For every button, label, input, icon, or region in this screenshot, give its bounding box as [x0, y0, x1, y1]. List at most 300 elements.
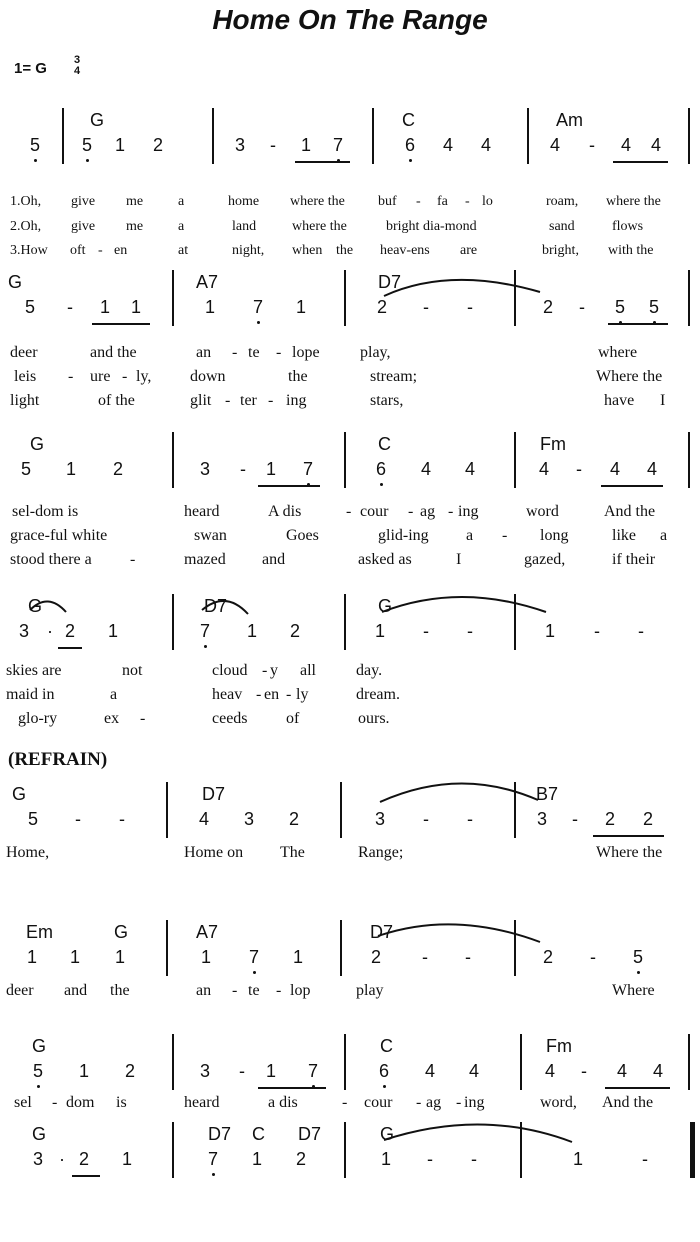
note-text: -: [590, 947, 596, 967]
note: [232, 1061, 252, 1082]
note-underline: [295, 161, 350, 163]
chord-symbol: G: [32, 1124, 47, 1144]
note-text: -: [422, 947, 428, 967]
lyric-syllable: ly,: [136, 368, 152, 385]
lyric-syllable: flows: [612, 219, 644, 234]
note: [642, 459, 662, 480]
note-text: 7: [207, 1149, 218, 1169]
note-text: 1: [107, 621, 118, 641]
lyric-syllable: heard: [184, 503, 220, 520]
lyric-syllable: asked as: [358, 551, 412, 568]
chord-symbol: D7: [202, 784, 226, 804]
note-text: -: [572, 809, 578, 829]
lyric-syllable: cour: [360, 503, 389, 520]
note-text: 3: [374, 809, 385, 829]
note: [261, 459, 281, 480]
note-text: 5: [81, 135, 92, 155]
lyric-syllable: -: [416, 194, 421, 209]
lyric-syllable: -: [68, 368, 74, 385]
note-text: 2: [78, 1149, 89, 1169]
lyric-syllable: a dis: [268, 1094, 298, 1111]
note-text: 7: [248, 947, 259, 967]
note-text: 1: [121, 1149, 132, 1169]
note: [574, 1061, 594, 1082]
note-text: -: [467, 297, 473, 317]
note-text: 5: [24, 297, 35, 317]
lyric-syllable: stars,: [370, 392, 404, 409]
octave-dot: [380, 483, 383, 486]
lyric-syllable: heav-ens: [380, 243, 430, 258]
lyric-syllable: te: [248, 344, 260, 361]
lyric-syllable: -: [286, 686, 292, 703]
note-text: -: [638, 621, 644, 641]
note: [416, 459, 436, 480]
lyric-syllable: ag: [420, 503, 436, 520]
lyric-syllable: I: [456, 551, 462, 568]
slur: [382, 597, 546, 612]
key-signature: 1= G: [14, 60, 47, 77]
lyric-syllable: have: [604, 392, 635, 409]
chord-symbol: Am: [556, 110, 583, 130]
bar-line: [344, 1034, 346, 1090]
lyric-syllable: a: [466, 527, 474, 544]
note-text: 1: [544, 621, 555, 641]
lyric-syllable: play: [356, 982, 384, 999]
note-text: 2: [376, 297, 387, 317]
lyric-syllable: leis: [14, 368, 37, 385]
lyric-syllable: I: [660, 392, 666, 409]
lyric-syllable: deer: [10, 344, 38, 361]
lyric-syllable: -: [232, 344, 238, 361]
slur: [202, 601, 248, 614]
note-text: -: [119, 809, 125, 829]
bar-line: [688, 1034, 690, 1090]
lyric-syllable: Goes: [286, 527, 319, 544]
chord-symbol: G: [114, 922, 129, 942]
note-text: -: [581, 1061, 587, 1081]
lyric-syllable: a: [110, 686, 118, 703]
note-text: 6: [404, 135, 415, 155]
note-text: 5: [614, 297, 625, 317]
bar-line: [520, 1034, 522, 1090]
lyric-syllable: ing: [464, 1094, 485, 1111]
note-text: 2: [542, 947, 553, 967]
lyric-syllable: -: [465, 194, 470, 209]
lyric-syllable: -: [122, 368, 128, 385]
note: [616, 135, 636, 156]
lyric-syllable: me: [126, 219, 144, 234]
note-text: 4: [468, 1061, 479, 1081]
note-text: -: [239, 1061, 245, 1081]
note: [328, 135, 348, 156]
note-text: -: [471, 1149, 477, 1169]
octave-dot: [383, 1085, 386, 1088]
note-text: 3: [536, 809, 547, 829]
lyric-syllable: long: [540, 527, 569, 544]
lyric-syllable: a: [178, 194, 185, 209]
note-text: 5: [27, 809, 38, 829]
note-text: -: [423, 621, 429, 641]
note-text: -: [423, 809, 429, 829]
lyric-syllable: 1.Oh,: [10, 194, 42, 209]
lyric-syllable: and the: [90, 344, 137, 361]
note-text: 4: [609, 459, 620, 479]
note-text: -: [270, 135, 276, 155]
lyric-syllable: bright,: [542, 243, 579, 258]
lyric-syllable: 2.Oh,: [10, 219, 42, 234]
lyric-syllable: -: [342, 1094, 348, 1111]
octave-dot: [86, 159, 89, 162]
bar-line: [514, 432, 516, 488]
note: [298, 459, 318, 480]
note-text: ·: [47, 621, 53, 641]
lyric-syllable: swan: [194, 527, 227, 544]
note: [534, 459, 554, 480]
lyric-syllable: -: [502, 527, 508, 544]
note-text: 5: [32, 1061, 43, 1081]
lyric-syllable: and: [64, 982, 88, 999]
lyric-syllable: grace-ful white: [10, 527, 108, 544]
note: [120, 1061, 140, 1082]
lyric-syllable: are: [460, 243, 478, 258]
song-title: Home On The Range: [212, 4, 488, 35]
lyric-syllable: -: [346, 503, 352, 520]
lyric-syllable: give: [71, 219, 96, 234]
note-text: 4: [616, 1061, 627, 1081]
lyric-syllable: -: [456, 1094, 462, 1111]
music-system: [0, 778, 700, 928]
lyric-syllable: where the: [606, 194, 661, 209]
lyric-syllable: ag: [426, 1094, 442, 1111]
slur: [378, 924, 540, 942]
chord-symbol: G: [378, 596, 393, 616]
note-text: -: [427, 1149, 433, 1169]
music-system: [0, 266, 700, 416]
note: [261, 1061, 281, 1082]
lyric-syllable: oft: [70, 243, 86, 258]
lyric-syllable: a: [178, 219, 185, 234]
lyric-syllable: -: [408, 503, 414, 520]
slur-layer: [0, 590, 700, 650]
note: [420, 1061, 440, 1082]
note-text: 4: [549, 135, 560, 155]
lyric-syllable: fa: [437, 194, 448, 209]
note-text: 1: [26, 947, 37, 967]
lyric-syllable: ing: [458, 503, 479, 520]
lyric-syllable: and: [262, 551, 286, 568]
note-text: 4: [544, 1061, 555, 1081]
chord-symbol: G: [380, 1124, 395, 1144]
chord-symbol: C: [380, 1036, 393, 1056]
note-text: 1: [204, 297, 215, 317]
music-system: [0, 590, 700, 740]
chord-symbol: Fm: [540, 434, 566, 454]
bar-line: [62, 108, 64, 164]
lyric-syllable: me: [126, 194, 144, 209]
lyric-syllable: stream;: [370, 368, 418, 385]
chord-symbol: G: [28, 596, 43, 616]
chord-symbol: A7: [196, 272, 219, 292]
bar-line: [372, 108, 374, 164]
bar-line: [688, 108, 690, 164]
note-text: 1: [65, 459, 76, 479]
note-text: 6: [375, 459, 386, 479]
note-text: 2: [288, 809, 299, 829]
note: [612, 1061, 632, 1082]
lyric-syllable: play,: [360, 344, 391, 361]
lyric-syllable: Where: [612, 982, 655, 999]
note-text: 2: [542, 297, 553, 317]
lyric-syllable: -: [276, 982, 282, 999]
note: [296, 135, 316, 156]
chord-symbol: B7: [536, 784, 559, 804]
lyric-syllable: dom: [66, 1094, 95, 1111]
lyric-syllable: the: [110, 982, 130, 999]
lyric-syllable: -: [98, 243, 103, 258]
chord-symbol: A7: [196, 922, 219, 942]
lyric-syllable: if their: [612, 551, 656, 568]
lyric-syllable: the: [288, 368, 308, 385]
note-underline: [258, 1087, 326, 1089]
octave-dot: [409, 159, 412, 162]
note-text: 4: [652, 1061, 663, 1081]
note-text: 3: [18, 621, 29, 641]
lyric-syllable: day.: [356, 662, 383, 679]
note-text: 1: [295, 297, 306, 317]
note-text: 7: [302, 459, 313, 479]
lyric-syllable: not: [122, 662, 143, 679]
lyric-syllable: gazed,: [524, 551, 566, 568]
note-text: -: [423, 297, 429, 317]
chord-symbol: G: [30, 434, 45, 454]
note-text: 1: [114, 947, 125, 967]
note-text: 4: [464, 459, 475, 479]
chord-symbol: Em: [26, 922, 53, 942]
note-text: 5: [632, 947, 643, 967]
octave-dot: [34, 159, 37, 162]
note-text: 4: [650, 135, 661, 155]
bar-line: [212, 108, 214, 164]
lyric-syllable: a: [660, 527, 668, 544]
lyric-syllable: roam,: [546, 194, 579, 209]
lyric-syllable: glit: [190, 392, 212, 409]
lyric-syllable: The: [280, 844, 305, 861]
lyric-syllable: the: [336, 243, 354, 258]
lyric-syllable: ex: [104, 710, 120, 727]
chord-symbol: G: [32, 1036, 47, 1056]
lyric-syllable: ure: [90, 368, 111, 385]
note-text: 5: [20, 459, 31, 479]
chord-symbol: D7: [378, 272, 402, 292]
note: [648, 1061, 668, 1082]
music-system: [0, 428, 700, 578]
note: [438, 135, 458, 156]
chord-symbol: G: [8, 272, 23, 292]
note-text: -: [642, 1149, 648, 1169]
lyric-syllable: light: [10, 392, 40, 409]
lyric-syllable: of the: [98, 392, 135, 409]
lyric-syllable: lope: [292, 344, 320, 361]
lyric-syllable: where the: [292, 219, 347, 234]
note-underline: [605, 1087, 670, 1089]
lyric-syllable: 3.How: [10, 243, 48, 258]
lyric-syllable: ours.: [358, 710, 390, 727]
note: [77, 135, 97, 156]
note-text: 3: [243, 809, 254, 829]
note: [195, 459, 215, 480]
note-text: 4: [480, 135, 491, 155]
lyric-syllable: cour: [364, 1094, 393, 1111]
note: [263, 135, 283, 156]
note-text: 6: [378, 1061, 389, 1081]
note-text: 5: [648, 297, 659, 317]
lyric-syllable: sel-dom is: [12, 503, 79, 520]
lyric-syllable: -: [52, 1094, 58, 1111]
note-text: 1: [114, 135, 125, 155]
note: [16, 459, 36, 480]
note: [110, 135, 130, 156]
note-text: -: [467, 809, 473, 829]
lyric-syllable: like: [612, 527, 636, 544]
note-text: 7: [307, 1061, 318, 1081]
note: [646, 135, 666, 156]
lyric-syllable: ing: [286, 392, 307, 409]
slur-layer: [0, 266, 700, 326]
note: [605, 459, 625, 480]
slur-layer: [0, 1118, 700, 1178]
note: [303, 1061, 323, 1082]
lyric-syllable: Where the: [596, 844, 663, 861]
music-system: [0, 1118, 700, 1242]
lyric-syllable: Where the: [596, 368, 663, 385]
lyric-syllable: word,: [540, 1094, 577, 1111]
lyric-syllable: when: [292, 243, 323, 258]
note: [464, 1061, 484, 1082]
note-text: 5: [29, 135, 40, 155]
note-text: 1: [251, 1149, 262, 1169]
lyric-syllable: Range;: [358, 844, 404, 861]
note: [374, 1061, 394, 1082]
lyric-syllable: home: [228, 194, 260, 209]
lyric-syllable: sel: [14, 1094, 32, 1111]
slur: [380, 783, 538, 802]
note-underline: [613, 161, 668, 163]
chord-symbol: Fm: [546, 1036, 572, 1056]
bar-line: [172, 1034, 174, 1090]
chord-symbol: D7: [298, 1124, 322, 1144]
lyric-syllable: an: [196, 982, 212, 999]
bar-line: [344, 432, 346, 488]
note: [540, 1061, 560, 1082]
bar-line: [688, 432, 690, 488]
note-text: 3: [234, 135, 245, 155]
note-text: 2: [152, 135, 163, 155]
music-system: [0, 104, 700, 258]
lyric-syllable: A dis: [268, 503, 302, 520]
note: [108, 459, 128, 480]
note: [371, 459, 391, 480]
lyric-syllable: -: [232, 982, 238, 999]
lyric-syllable: stood there a: [10, 551, 92, 568]
note-text: 2: [295, 1149, 306, 1169]
slur: [384, 1124, 572, 1142]
note-text: 1: [380, 1149, 391, 1169]
note-text: 1: [300, 135, 311, 155]
lyric-syllable: an: [196, 344, 212, 361]
note-underline: [601, 485, 663, 487]
note: [569, 459, 589, 480]
lyric-syllable: -: [140, 710, 146, 727]
chord-symbol: D7: [208, 1124, 232, 1144]
lyric-syllable: down: [190, 368, 226, 385]
lyric-syllable: word: [526, 503, 559, 520]
lyric-syllable: ceeds: [212, 710, 248, 727]
note-text: 1: [572, 1149, 583, 1169]
lyric-syllable: te: [248, 982, 260, 999]
note-text: 4: [198, 809, 209, 829]
lyric-syllable: -: [130, 551, 136, 568]
chord-symbol: G: [90, 110, 105, 130]
refrain-label: (REFRAIN): [8, 749, 108, 770]
lyric-syllable: cloud: [212, 662, 248, 679]
lyric-syllable: night,: [232, 243, 265, 258]
note-text: -: [467, 621, 473, 641]
note: [476, 135, 496, 156]
lyric-syllable: where: [598, 344, 638, 361]
note: [460, 459, 480, 480]
note-text: -: [67, 297, 73, 317]
lyric-syllable: dream.: [356, 686, 400, 703]
note-text: 4: [646, 459, 657, 479]
time-signature-bottom: 4: [74, 65, 81, 77]
note-underline: [258, 485, 320, 487]
note-text: 2: [642, 809, 653, 829]
note: [230, 135, 250, 156]
note-text: -: [594, 621, 600, 641]
lyric-syllable: glo-ry: [18, 710, 58, 727]
lyric-syllable: en: [264, 686, 280, 703]
note-text: 4: [420, 459, 431, 479]
lyric-syllable: where the: [290, 194, 345, 209]
lyric-syllable: -: [448, 503, 454, 520]
slur-layer: [0, 778, 700, 838]
note-text: 1: [200, 947, 211, 967]
chord-symbol: G: [12, 784, 27, 804]
note: [582, 135, 602, 156]
lyric-syllable: -: [225, 392, 231, 409]
note-text: 2: [64, 621, 75, 641]
lyric-syllable: ter: [240, 392, 257, 409]
lyric-syllable: skies are: [6, 662, 62, 679]
lyric-syllable: lop: [290, 982, 311, 999]
lyric-syllable: lo: [482, 194, 493, 209]
lyric-syllable: of: [286, 710, 300, 727]
lyric-syllable: y: [270, 662, 278, 679]
note-text: 2: [124, 1061, 135, 1081]
note-text: 1: [130, 297, 141, 317]
lyric-syllable: -: [268, 392, 274, 409]
note-text: 1: [246, 621, 257, 641]
bar-line: [172, 432, 174, 488]
chord-symbol: C: [378, 434, 391, 454]
lyric-syllable: glid-ing: [378, 527, 429, 544]
lyric-syllable: maid in: [6, 686, 55, 703]
lyric-syllable: deer: [6, 982, 34, 999]
note: [233, 459, 253, 480]
chord-symbol: C: [252, 1124, 265, 1144]
slur: [30, 601, 66, 612]
chord-symbol: C: [402, 110, 415, 130]
